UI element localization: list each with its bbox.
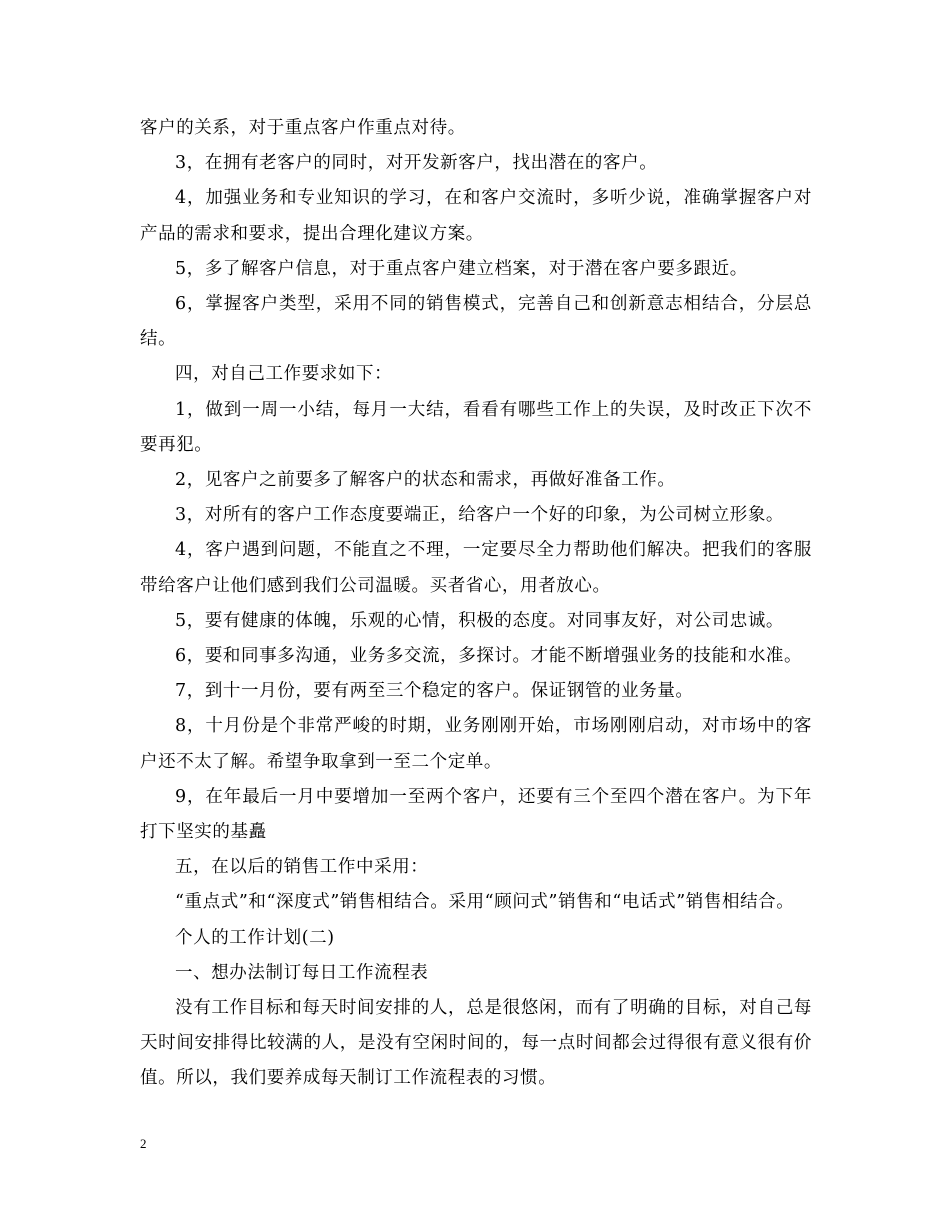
paragraph: 5，多了解客户信息，对于重点客户建立档案，对于潜在客户要多跟近。 (175, 258, 748, 279)
paragraph: 没有工作目标和每天时间安排的人，总是很悠闲，而有了明确的目标，对自己每天时间安排得比较满的人，是没有空闲时间的，每一点时间都会过得很有意义很有价值。所以，我们要养成每天制订工作流程表的习惯。 (140, 998, 812, 1089)
section-heading: 四，对自己工作要求如下： (175, 364, 393, 385)
paragraph: 8，十月份是个非常严峻的时期，业务刚刚开始，市场刚刚启动，对市场中的客户还不太了解。希望争取拿到一至二个定单。 (140, 716, 812, 772)
section-heading: 五，在以后的销售工作中采用： (175, 857, 429, 878)
paragraph: 客户的关系，对于重点客户作重点对待。 (140, 118, 466, 138)
paragraph: 7，到十一月份，要有两至三个稳定的客户。保证钢管的业务量。 (175, 681, 694, 702)
paragraph: 5，要有健康的体魄，乐观的心情，积极的态度。对同事友好，对公司忠诚。 (175, 610, 785, 631)
paragraph: 6，掌握客户类型，采用不同的销售模式，完善自己和创新意志相结合，分层总结。 (140, 294, 812, 350)
page-number: 2 (140, 1136, 147, 1151)
section-heading: 一、想办法制订每日工作流程表 (175, 962, 429, 983)
paragraph: 4，加强业务和专业知识的学习，在和客户交流时，多听少说，准确掌握客户对产品的需求和要求，提出合理化建议方案。 (140, 188, 812, 244)
document-body (140, 111, 812, 1097)
document-subtitle: 个人的工作计划(二) (175, 927, 335, 948)
paragraph: 9，在年最后一月中要增加一至两个客户，还要有三个至四个潜在客户。为下年打下坚实的基矗 (140, 786, 812, 843)
paragraph: 2，见客户之前要多了解客户的状态和需求，再做好准备工作。 (175, 470, 676, 491)
paragraph: “重点式”和“深度式”销售相结合。采用“顾问式”销售和“电话式”销售相结合。 (175, 892, 795, 913)
paragraph: 6，要和同事多沟通，业务多交流，多探讨。才能不断增强业务的技能和水准。 (175, 646, 803, 667)
paragraph: 4，客户遇到问题，不能直之不理，一定要尽全力帮助他们解决。把我们的客服带给客户让他们感到我们公司温暖。买者省心，用者放心。 (140, 540, 812, 596)
paragraph: 1，做到一周一小结，每月一大结，看看有哪些工作上的失误，及时改正下次不要再犯。 (140, 399, 812, 455)
paragraph: 3，在拥有老客户的同时，对开发新客户，找出潜在的客户。 (175, 153, 658, 174)
paragraph: 3，对所有的客户工作态度要端正，给客户一个好的印象，为公司树立形象。 (175, 505, 785, 526)
